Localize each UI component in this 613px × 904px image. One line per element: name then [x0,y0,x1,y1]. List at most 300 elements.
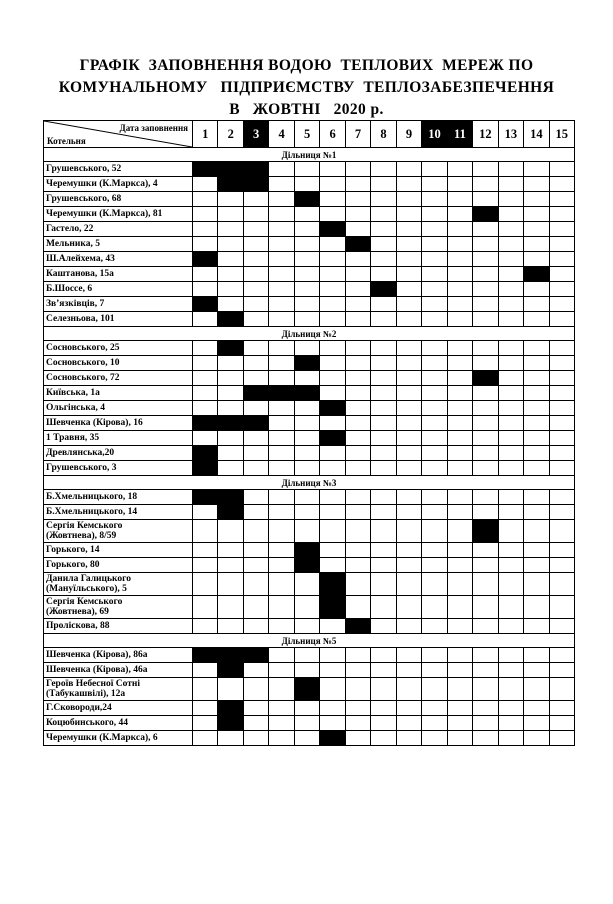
boiler-name-cell [44,401,193,416]
empty-day-cell [320,252,345,267]
boiler-name-cell [44,543,193,558]
boiler-name-line: Зв’язківців, 7 [46,298,105,309]
empty-day-cell [524,237,549,252]
empty-day-cell [371,267,396,282]
empty-day-cell [422,431,447,446]
empty-day-cell [473,648,498,663]
boiler-name-line: Б.Хмельницького, 18 [46,491,138,502]
empty-day-cell [549,282,574,297]
empty-day-cell [498,619,523,634]
empty-day-cell [218,678,243,701]
empty-day-cell [447,386,472,401]
empty-day-cell [193,558,218,573]
empty-day-cell [294,505,319,520]
empty-day-cell [243,431,268,446]
empty-day-cell [193,177,218,192]
table-header-row [44,121,575,148]
boiler-name-cell [44,558,193,573]
empty-day-cell [498,252,523,267]
table-row [44,446,575,461]
empty-day-cell [549,416,574,431]
empty-day-cell [473,192,498,207]
day-header-14: 14 [524,121,549,148]
boiler-name-line: Черемушки (К.Маркса), 6 [46,732,158,743]
filled-day-cell [243,416,268,431]
empty-day-cell [320,207,345,222]
empty-day-cell [422,356,447,371]
section-header-row [44,634,575,648]
empty-day-cell [498,162,523,177]
boiler-name-line: 1 Травня, 35 [46,432,100,443]
empty-day-cell [524,701,549,716]
empty-day-cell [371,416,396,431]
empty-day-cell [269,701,294,716]
empty-day-cell [524,731,549,746]
filled-day-cell [294,543,319,558]
boiler-name-line: Горького, 80 [46,559,100,570]
day-header-4: 4 [269,121,294,148]
empty-day-cell [473,619,498,634]
empty-day-cell [549,596,574,619]
empty-day-cell [269,520,294,543]
boiler-name-cell [44,648,193,663]
boiler-name-line: Б.Шоссе, 6 [46,283,93,294]
empty-day-cell [320,162,345,177]
empty-day-cell [218,401,243,416]
empty-day-cell [193,731,218,746]
empty-day-cell [269,543,294,558]
empty-day-cell [269,341,294,356]
empty-day-cell [193,386,218,401]
empty-day-cell [524,431,549,446]
empty-day-cell [447,431,472,446]
empty-day-cell [320,192,345,207]
boiler-name-cell [44,619,193,634]
empty-day-cell [243,573,268,596]
boiler-name-line: Б.Хмельницького, 14 [46,506,138,517]
empty-day-cell [345,341,370,356]
section-title: Дільниця №3 [44,476,575,490]
empty-day-cell [447,543,472,558]
filled-day-cell [193,648,218,663]
empty-day-cell [193,401,218,416]
empty-day-cell [396,192,421,207]
empty-day-cell [498,177,523,192]
empty-day-cell [269,356,294,371]
empty-day-cell [498,416,523,431]
empty-day-cell [549,162,574,177]
empty-day-cell [524,573,549,596]
empty-day-cell [549,341,574,356]
empty-day-cell [422,312,447,327]
empty-day-cell [269,237,294,252]
table-row [44,297,575,312]
boiler-name-line: Сосновського, 10 [46,357,120,368]
empty-day-cell [447,177,472,192]
empty-day-cell [422,192,447,207]
empty-day-cell [269,416,294,431]
table-row [44,371,575,386]
empty-day-cell [549,573,574,596]
title-line-2: КОМУНАЛЬНОМУ ПІДПРИЄМСТВУ ТЕПЛОЗАБЕЗПЕЧЕННЯ [58,79,555,96]
empty-day-cell [320,312,345,327]
empty-day-cell [371,663,396,678]
boiler-name-line: Шевченка (Кірова), 46а [46,664,148,675]
empty-day-cell [371,490,396,505]
empty-day-cell [345,573,370,596]
filled-day-cell [218,663,243,678]
empty-day-cell [447,356,472,371]
empty-day-cell [498,648,523,663]
empty-day-cell [269,731,294,746]
empty-day-cell [294,282,319,297]
empty-day-cell [473,573,498,596]
filled-day-cell [193,446,218,461]
empty-day-cell [422,701,447,716]
empty-day-cell [345,505,370,520]
empty-day-cell [498,558,523,573]
empty-day-cell [345,596,370,619]
empty-day-cell [473,701,498,716]
empty-day-cell [549,731,574,746]
empty-day-cell [269,371,294,386]
empty-day-cell [218,297,243,312]
day-header-10: 10 [422,121,447,148]
boiler-name-cell [44,341,193,356]
empty-day-cell [193,356,218,371]
empty-day-cell [193,371,218,386]
empty-day-cell [447,401,472,416]
empty-day-cell [320,490,345,505]
boiler-name-cell [44,222,193,237]
empty-day-cell [524,663,549,678]
empty-day-cell [371,716,396,731]
empty-day-cell [549,267,574,282]
title-line-1: ГРАФІК ЗАПОВНЕННЯ ВОДОЮ ТЕПЛОВИХ МЕРЕЖ ПО [79,57,534,74]
boiler-name-cell [44,678,193,701]
table-row [44,648,575,663]
table-row [44,162,575,177]
empty-day-cell [447,371,472,386]
empty-day-cell [498,701,523,716]
boiler-name-cell [44,520,193,543]
empty-day-cell [396,543,421,558]
empty-day-cell [243,401,268,416]
empty-day-cell [193,678,218,701]
empty-day-cell [371,505,396,520]
empty-day-cell [498,573,523,596]
table-row [44,731,575,746]
empty-day-cell [193,312,218,327]
filled-day-cell [294,356,319,371]
empty-day-cell [524,282,549,297]
boiler-name-line: Сосновського, 25 [46,342,120,353]
empty-day-cell [473,386,498,401]
filled-day-cell [218,648,243,663]
filled-day-cell [473,207,498,222]
empty-day-cell [498,731,523,746]
boiler-name-line: Шевченка (Кірова), 86а [46,649,148,660]
boiler-name-cell [44,701,193,716]
empty-day-cell [396,520,421,543]
schedule-table [43,120,575,746]
empty-day-cell [473,312,498,327]
empty-day-cell [447,505,472,520]
boiler-name-cell [44,177,193,192]
empty-day-cell [294,371,319,386]
empty-day-cell [320,716,345,731]
table-row [44,416,575,431]
empty-day-cell [422,731,447,746]
day-header-5: 5 [294,121,319,148]
day-header-8: 8 [371,121,396,148]
empty-day-cell [294,267,319,282]
empty-day-cell [371,461,396,476]
empty-day-cell [345,222,370,237]
empty-day-cell [447,252,472,267]
empty-day-cell [524,558,549,573]
table-row [44,663,575,678]
day-header-3: 3 [243,121,268,148]
empty-day-cell [473,490,498,505]
filled-day-cell [294,558,319,573]
empty-day-cell [396,401,421,416]
filled-day-cell [218,505,243,520]
empty-day-cell [396,619,421,634]
empty-day-cell [422,341,447,356]
boiler-name-line: Мельника, 5 [46,238,100,249]
empty-day-cell [498,267,523,282]
empty-day-cell [447,520,472,543]
table-row [44,619,575,634]
empty-day-cell [371,312,396,327]
empty-day-cell [549,543,574,558]
empty-day-cell [345,716,370,731]
empty-day-cell [473,222,498,237]
empty-day-cell [345,252,370,267]
empty-day-cell [371,237,396,252]
filled-day-cell [320,401,345,416]
empty-day-cell [345,678,370,701]
boiler-name-line: Грушевського, 68 [46,193,122,204]
boiler-name-cell [44,192,193,207]
boiler-name-cell [44,237,193,252]
empty-day-cell [473,446,498,461]
empty-day-cell [524,401,549,416]
empty-day-cell [498,663,523,678]
empty-day-cell [422,267,447,282]
empty-day-cell [320,619,345,634]
empty-day-cell [498,207,523,222]
empty-day-cell [294,341,319,356]
boiler-name-cell [44,431,193,446]
empty-day-cell [498,192,523,207]
empty-day-cell [294,731,319,746]
boiler-name-line: (Жовтнева), 8/59 [46,531,117,541]
table-row [44,177,575,192]
empty-day-cell [371,596,396,619]
empty-day-cell [396,446,421,461]
empty-day-cell [269,446,294,461]
empty-day-cell [549,446,574,461]
boiler-name-line: Г.Сковороди,24 [46,702,112,713]
empty-day-cell [320,505,345,520]
empty-day-cell [549,237,574,252]
empty-day-cell [396,716,421,731]
empty-day-cell [193,573,218,596]
empty-day-cell [193,663,218,678]
filled-day-cell [218,162,243,177]
empty-day-cell [218,431,243,446]
filled-day-cell [345,619,370,634]
empty-day-cell [243,267,268,282]
empty-day-cell [524,596,549,619]
table-row [44,573,575,596]
empty-day-cell [396,237,421,252]
empty-day-cell [218,386,243,401]
boiler-name-line: Древлянська,20 [46,447,115,458]
empty-day-cell [473,162,498,177]
empty-day-cell [473,267,498,282]
filled-day-cell [243,177,268,192]
empty-day-cell [320,282,345,297]
table-row [44,596,575,619]
empty-day-cell [549,297,574,312]
empty-day-cell [218,222,243,237]
empty-day-cell [422,237,447,252]
empty-day-cell [243,237,268,252]
empty-day-cell [218,267,243,282]
day-header-12: 12 [473,121,498,148]
boiler-name-line: Гастело, 22 [46,223,94,234]
empty-day-cell [294,446,319,461]
empty-day-cell [269,297,294,312]
empty-day-cell [371,731,396,746]
empty-day-cell [218,237,243,252]
empty-day-cell [498,297,523,312]
boiler-name-cell [44,356,193,371]
empty-day-cell [294,431,319,446]
empty-day-cell [473,252,498,267]
boiler-name-cell [44,312,193,327]
empty-day-cell [447,341,472,356]
empty-day-cell [269,222,294,237]
empty-day-cell [422,678,447,701]
empty-day-cell [345,520,370,543]
table-row [44,192,575,207]
section-title: Дільниця №1 [44,148,575,162]
empty-day-cell [218,282,243,297]
empty-day-cell [371,207,396,222]
section-header-row [44,148,575,162]
day-header-6: 6 [320,121,345,148]
empty-day-cell [396,731,421,746]
empty-day-cell [371,431,396,446]
empty-day-cell [473,177,498,192]
table-row [44,252,575,267]
empty-day-cell [345,416,370,431]
empty-day-cell [498,490,523,505]
empty-day-cell [498,446,523,461]
empty-day-cell [422,162,447,177]
empty-day-cell [320,341,345,356]
empty-day-cell [524,192,549,207]
empty-day-cell [345,648,370,663]
date-header-label: Дата заповнення [119,123,188,133]
empty-day-cell [422,543,447,558]
empty-day-cell [269,663,294,678]
document-title [0,55,613,121]
empty-day-cell [243,663,268,678]
filled-day-cell [243,386,268,401]
empty-day-cell [396,386,421,401]
empty-day-cell [498,371,523,386]
empty-day-cell [524,252,549,267]
boiler-name-line: Селезньова, 101 [46,313,115,324]
empty-day-cell [345,663,370,678]
filled-day-cell [218,490,243,505]
empty-day-cell [396,222,421,237]
empty-day-cell [269,596,294,619]
table-row [44,282,575,297]
day-header-11: 11 [447,121,472,148]
empty-day-cell [549,701,574,716]
filled-day-cell [243,648,268,663]
empty-day-cell [447,222,472,237]
table-row [44,237,575,252]
empty-day-cell [498,716,523,731]
empty-day-cell [422,596,447,619]
empty-day-cell [320,371,345,386]
empty-day-cell [269,192,294,207]
empty-day-cell [549,461,574,476]
empty-day-cell [549,207,574,222]
empty-day-cell [193,716,218,731]
header-corner-cell [44,121,193,148]
empty-day-cell [524,678,549,701]
table-row [44,520,575,543]
empty-day-cell [371,252,396,267]
empty-day-cell [447,312,472,327]
boiler-name-line: Грушевського, 3 [46,462,117,473]
empty-day-cell [218,520,243,543]
empty-day-cell [473,731,498,746]
empty-day-cell [549,663,574,678]
empty-day-cell [371,177,396,192]
empty-day-cell [524,461,549,476]
empty-day-cell [218,596,243,619]
empty-day-cell [218,446,243,461]
boiler-name-cell [44,386,193,401]
day-header-9: 9 [396,121,421,148]
empty-day-cell [294,490,319,505]
section-title: Дільниця №2 [44,327,575,341]
filled-day-cell [269,386,294,401]
empty-day-cell [371,619,396,634]
empty-day-cell [549,386,574,401]
day-header-1: 1 [193,121,218,148]
empty-day-cell [193,505,218,520]
filled-day-cell [320,573,345,596]
empty-day-cell [524,619,549,634]
empty-day-cell [243,701,268,716]
filled-day-cell [193,416,218,431]
empty-day-cell [243,678,268,701]
table-row [44,490,575,505]
empty-day-cell [269,431,294,446]
empty-day-cell [243,297,268,312]
empty-day-cell [549,619,574,634]
